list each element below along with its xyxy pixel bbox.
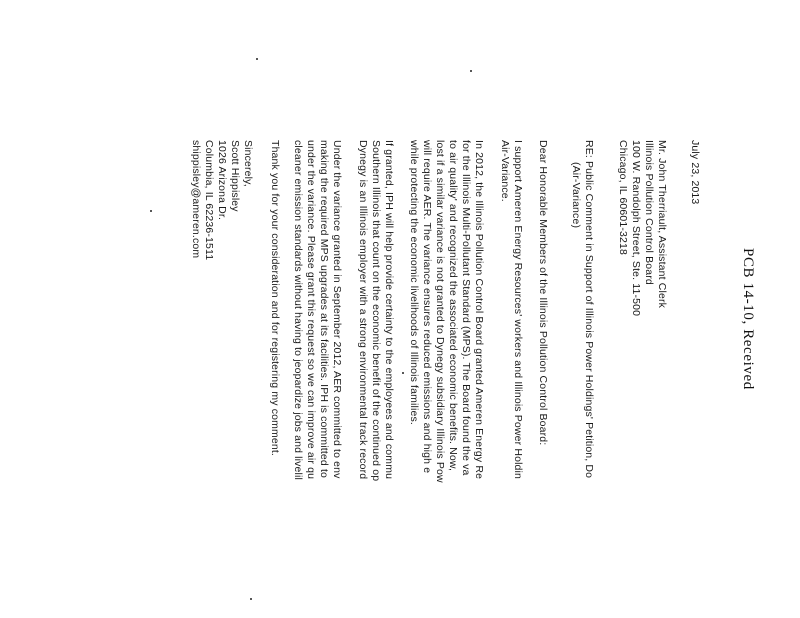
paragraph-1-line: I support Ameren Energy Resources' workers and Illinois Power Holdin — [512, 140, 524, 480]
paragraph-5: Thank you for your consideration and for registering my comment. — [269, 140, 281, 456]
scan-speck — [470, 70, 472, 72]
signature-name: Scott Hippisley — [229, 140, 241, 212]
recipient-name: Mr. John Therriault, Assistant Clerk — [656, 140, 668, 309]
recipient-organization: Illinois Pollution Control Board — [643, 140, 655, 285]
paragraph-3-line: If granted, IPH will help provide certainty to the employees and commu — [383, 140, 395, 480]
paragraph-3-line: Dynegy is an Illinois employer with a strong environmental track record — [357, 140, 369, 480]
paragraph-4-line: making the required MPS upgrades at its facilities. IPH is committed to — [318, 140, 330, 479]
scan-speck — [250, 598, 252, 600]
paragraph-4-line: Under the variance granted in September 2012, AER committed to env — [331, 140, 343, 479]
paragraph-4-line: under the variance. Please grant this request so we can improve air qu — [305, 140, 317, 480]
paragraph-4-line: cleaner emission standards without having to jeopardize jobs and livelil — [292, 140, 304, 480]
paragraph-2-line: will require AER. The variance ensures reduced emissions and high e — [421, 140, 433, 474]
salutation: Dear Honorable Members of the Illinois Pollution Control Board: — [537, 140, 549, 446]
paragraph-2-line: to air quality' and recognized the associated economic benefits. Now, — [447, 140, 459, 472]
paragraph-3-line: Southern Illinois that count on the economic benefit of the continued op — [370, 140, 382, 482]
paragraph-2-line: In 2012, the Illinois Pollution Control Board granted Ameren Energy Re — [473, 140, 485, 480]
document-header: PCB 14-10, Received — [740, 248, 756, 390]
scan-speck — [402, 372, 404, 374]
signature-street: 1026 Arizona Dr. — [216, 140, 228, 221]
closing: Sincerely, — [242, 140, 254, 187]
recipient-city: Chicago, IL 60601-3218 — [617, 140, 629, 255]
paragraph-2-line: for the Illinois Multi-Pollutant Standard (MPS). The Board found the va — [460, 140, 472, 476]
subject-line-continued: (Air-Variance) — [570, 162, 582, 229]
signature-email: shippisley@ameren.com — [190, 140, 202, 259]
scan-speck — [150, 210, 152, 212]
subject-line: RE: Public Comment in Support of Illinois Power Holdings' Petition, Do — [583, 140, 595, 479]
signature-city: Columbia, IL 62236-1511 — [203, 140, 215, 261]
letter-date: July 23, 2013 — [689, 140, 701, 205]
paragraph-2-line: lost if a similar variance is not granted to Dynegy subsidiary Illinois Pow — [434, 140, 446, 483]
paragraph-2-line: while protecting the economic livelihoods of Illinois families. — [408, 140, 420, 425]
recipient-street: 100 W. Randolph Street, Ste. 11-500 — [630, 140, 642, 317]
scan-speck — [256, 58, 258, 60]
paragraph-1-line: Air-Variance. — [499, 140, 511, 202]
